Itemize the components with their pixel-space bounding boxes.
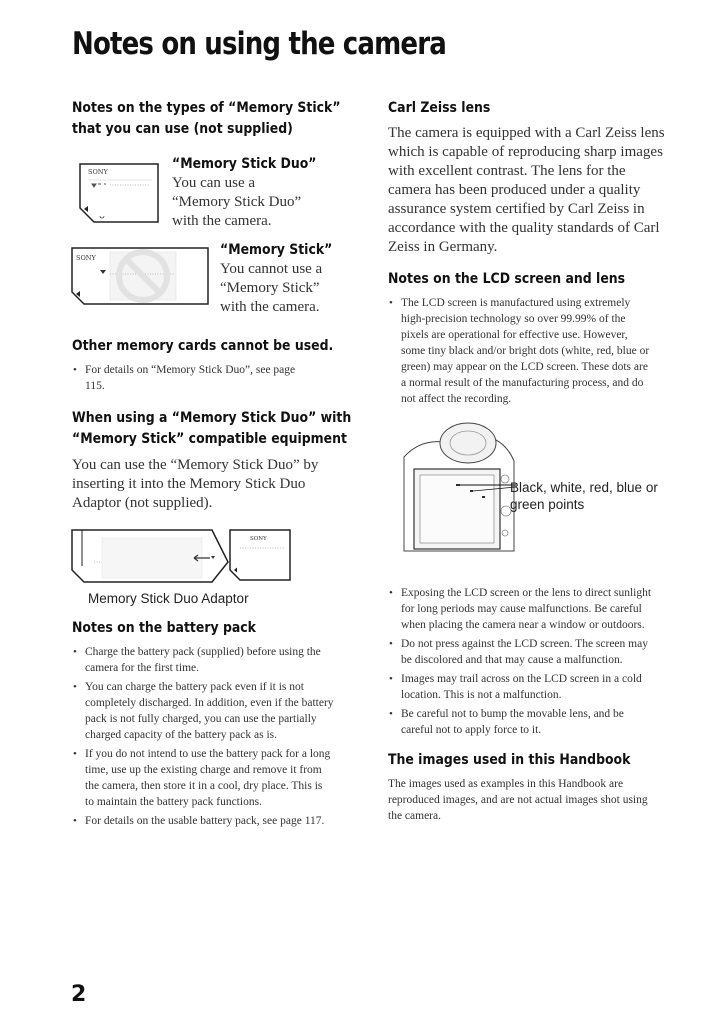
adaptor-card-brand: SONY — [250, 536, 267, 542]
duo-card-brand: SONY — [88, 168, 108, 176]
lcd-care-list — [388, 585, 658, 738]
memory-stick-duo-illustration — [78, 162, 160, 224]
memory-stick-illustration — [70, 246, 210, 306]
list-item: • Charge the battery pack (supplied) before using the camera for the first time. — [72, 644, 334, 676]
battery-notes-list — [72, 644, 334, 829]
camera-lcd-illustration — [398, 421, 520, 555]
section-heading-images: The images used in this Handbook — [388, 752, 631, 768]
left-column — [72, 98, 354, 829]
memory-stick-row — [72, 242, 354, 326]
section-heading-battery: Notes on the battery pack — [72, 620, 256, 636]
list-item: • The LCD screen is manufactured using extremely high-precision technology so over 99.99% of the pixels are operational for effective use. However, some tiny black and/or bright dots (white, red, blue or green) may appear on the LCD screen. These dots are a normal result of the manufacturing process, and do not affect the recording. — [388, 295, 652, 407]
section-heading-memory-types: Notes on the types of “Memory Stick” that you can use (not supplied) — [72, 100, 341, 137]
list-item: • For details on “Memory Stick Duo”, see page 115. — [72, 362, 317, 394]
adaptor-caption: Memory Stick Duo Adaptor — [88, 591, 249, 606]
section-heading-compatible-equipment: When using a “Memory Stick Duo” with “Memory Stick” compatible equipment — [72, 410, 352, 447]
list-item: • You can charge the battery pack even if it is not completely discharged. In addition, even if the battery pack is not fully charged, you can use the partially charged capacity of the battery pack as is. — [72, 679, 334, 743]
stick-card-brand: SONY — [76, 254, 96, 262]
memory-stick-duo-text: You can use a “Memory Stick Duo” with the camera. — [172, 175, 302, 229]
page-number: 2 — [71, 982, 87, 1007]
right-column — [388, 98, 678, 824]
lcd-dots-callout: Black, white, red, blue or green points — [510, 480, 658, 512]
list-item: • For details on the usable battery pack, see page 117. — [72, 813, 334, 829]
memory-stick-duo-title: “Memory Stick Duo” — [172, 156, 317, 172]
memory-stick-duo-adaptor-illustration — [70, 528, 292, 586]
list-item: • Do not press against the LCD screen. The screen may be discolored and that may cause a malfunction. — [388, 636, 658, 668]
memory-stick-title: “Memory Stick” — [220, 242, 333, 258]
carl-zeiss-text: The camera is equipped with a Carl Zeiss lens which is capable of reproducing sharp images with excellent contrast. The lens for the camera has been produced under a quality assurance system certified by Carl Zeiss in accordance with the quality standards of Carl Zeiss in Germany. — [388, 125, 665, 255]
lcd-dots-figure — [388, 421, 678, 557]
section-heading-lcd: Notes on the LCD screen and lens — [388, 271, 626, 287]
memory-stick-duo-row — [72, 154, 354, 238]
other-cards-list — [72, 362, 317, 394]
list-item: • If you do not intend to use the battery pack for a long time, use up the existing charge and remove it from the camera, then store it in a cool, dry place. This is to maintain the battery pack functions. — [72, 746, 334, 810]
list-item: • Exposing the LCD screen or the lens to direct sunlight for long periods may cause malfunctions. Be careful when placing the camera near a window or outdoors. — [388, 585, 658, 633]
lcd-notes-list — [388, 295, 652, 407]
memory-stick-text: You cannot use a “Memory Stick” with the camera. — [220, 261, 323, 315]
images-text: The images used as examples in this Handbook are reproduced images, and are not actual images shot using the camera. — [388, 778, 648, 822]
section-heading-carl-zeiss: Carl Zeiss lens — [388, 100, 491, 116]
list-item: • Be careful not to bump the movable lens, and be careful not to apply force to it. — [388, 706, 658, 738]
list-item: • Images may trail across on the LCD screen in a cold location. This is not a malfunction. — [388, 671, 658, 703]
section-heading-other-cards: Other memory cards cannot be used. — [72, 338, 334, 354]
compatible-equipment-text: You can use the “Memory Stick Duo” by inserting it into the Memory Stick Duo Adaptor (not supplied). — [72, 457, 319, 511]
page-title: Notes on using the camera — [72, 26, 446, 62]
